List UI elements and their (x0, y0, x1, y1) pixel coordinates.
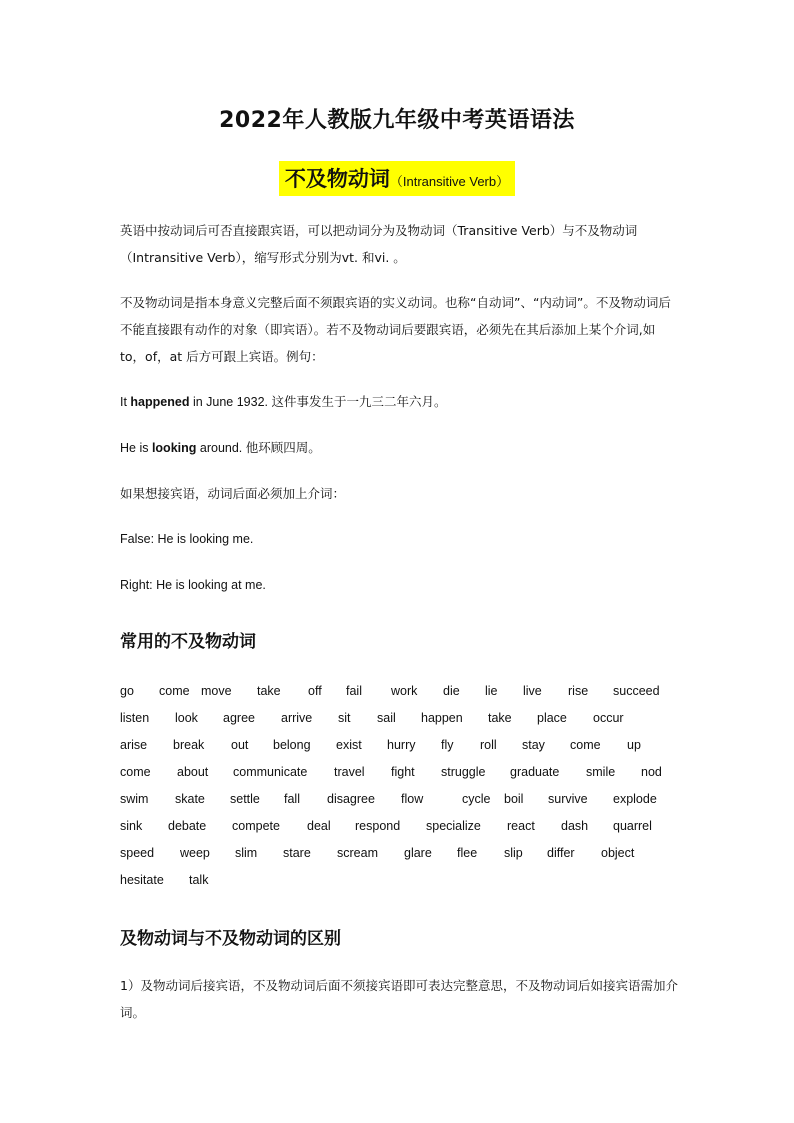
verb-word: flow (401, 792, 424, 806)
verb-word: listen (120, 711, 150, 725)
verb-word: move (201, 684, 232, 698)
verb-word: compete (232, 819, 280, 833)
verb-word: glare (404, 846, 432, 860)
verb-word: swim (120, 792, 149, 806)
verb-word: hesitate (120, 873, 164, 887)
verb-word: take (488, 711, 512, 725)
verb-word: agree (223, 711, 255, 725)
verb-word: specialize (426, 819, 481, 833)
verb-word: sink (120, 819, 143, 833)
verb-word: exist (336, 738, 362, 752)
subtitle-block (0, 161, 794, 196)
verb-word: cycle (462, 792, 491, 806)
preposition-note: 如果想接宾语，动词后面必须加上介词： (120, 486, 346, 501)
false-example: False: He is looking me. (120, 532, 254, 546)
verb-word: debate (168, 819, 207, 833)
verb-word: break (173, 738, 205, 752)
verb-word: skate (175, 792, 205, 806)
verb-word: look (175, 711, 198, 725)
verb-word: talk (189, 873, 209, 887)
verb-word: explode (613, 792, 657, 806)
verb-word: live (523, 684, 542, 698)
verb-word: about (177, 765, 209, 779)
verb-word: survive (548, 792, 588, 806)
example-2-verb: looking (151, 441, 197, 455)
verb-word: place (537, 711, 567, 725)
verb-word: up (627, 738, 641, 752)
verb-word: travel (334, 765, 365, 779)
verb-word: communicate (233, 765, 308, 779)
verb-word: die (443, 684, 460, 698)
verb-word: take (257, 684, 281, 698)
verb-word: quarrel (613, 819, 652, 833)
verb-word: fly (441, 738, 454, 752)
verb-word: rise (568, 684, 589, 698)
verb-word: succeed (613, 684, 660, 698)
verb-word: arrive (281, 711, 313, 725)
verb-word: stare (283, 846, 311, 860)
example-sentence-2 (120, 435, 680, 462)
verb-word: weep (180, 846, 210, 860)
highlighted-subtitle (279, 161, 515, 196)
verb-word: off (308, 684, 322, 698)
verb-word: work (391, 684, 418, 698)
document-title: 2022年人教版九年级中考英语语法 (219, 108, 575, 133)
verb-word: lie (485, 684, 498, 698)
intro-paragraph: 英语中按动词后可否直接跟宾语，可以把动词分为及物动词（Transitive Verb）与不及物动词（Intransitive Verb），缩写形式分别为vt. 和vi. 。 (120, 223, 638, 265)
verb-word: react (507, 819, 535, 833)
verb-word: slim (235, 846, 258, 860)
verb-word: flee (457, 846, 478, 860)
verb-word: stay (522, 738, 545, 752)
example-sentence-1 (120, 389, 680, 416)
verb-word: disagree (327, 792, 375, 806)
verb-word: smile (586, 765, 616, 779)
verb-word: struggle (441, 765, 486, 779)
subtitle-zh: 不及物动词 (284, 167, 390, 191)
definition-paragraph: 不及物动词是指本身意义完整后面不须跟宾语的实义动词。也称“自动词”、“内动词”。不及物动词后不能直接跟有动作的对象（即宾语）。若不及物动词后要跟宾语，必须先在其后添加上某个介词,如to，of，at 后方可跟上宾语。例句： (120, 295, 671, 364)
verb-word: speed (120, 846, 155, 860)
verb-word: dash (561, 819, 589, 833)
verb-word: roll (480, 738, 497, 752)
verb-word: happen (421, 711, 463, 725)
verb-word: fight (391, 765, 415, 779)
verb-word: go (120, 684, 134, 698)
verb-word: scream (337, 846, 378, 860)
verb-word: slip (504, 846, 523, 860)
verb-word: differ (547, 846, 575, 860)
verb-word: come (570, 738, 601, 752)
verb-word: sit (338, 711, 351, 725)
section-heading-common-verbs: 常用的不及物动词 (120, 632, 256, 652)
example-1-verb: happened (130, 395, 190, 409)
example-2-pre: He is (120, 441, 152, 455)
verb-word: settle (230, 792, 260, 806)
verb-word: fail (346, 684, 362, 698)
example-1-post: in June 1932. 这件事发生于一九三二年六月。 (189, 395, 447, 409)
verb-word: object (601, 846, 635, 860)
verb-word: arise (120, 738, 148, 752)
verb-word: respond (355, 819, 401, 833)
example-1-pre: It (120, 395, 131, 409)
section-heading-difference: 及物动词与不及物动词的区别 (120, 929, 341, 949)
verb-word: fall (284, 792, 300, 806)
verb-word: come (120, 765, 151, 779)
subtitle-en: （Intransitive Verb） (389, 174, 510, 189)
verb-word: out (231, 738, 249, 752)
verb-word: graduate (510, 765, 560, 779)
verb-word: boil (504, 792, 524, 806)
difference-point-1: 1）及物动词后接宾语，不及物动词后面不须接宾语即可表达完整意思，不及物动词后如接宾语需加介词。 (120, 978, 678, 1020)
verb-word: occur (593, 711, 624, 725)
verb-word: deal (307, 819, 331, 833)
verb-word: nod (641, 765, 662, 779)
verb-word: sail (377, 711, 396, 725)
verb-word: belong (273, 738, 311, 752)
right-example: Right: He is looking at me. (120, 578, 266, 592)
verb-word: hurry (387, 738, 416, 752)
example-2-post: around. 他环顾四周。 (196, 441, 321, 455)
verb-word: come (159, 684, 190, 698)
